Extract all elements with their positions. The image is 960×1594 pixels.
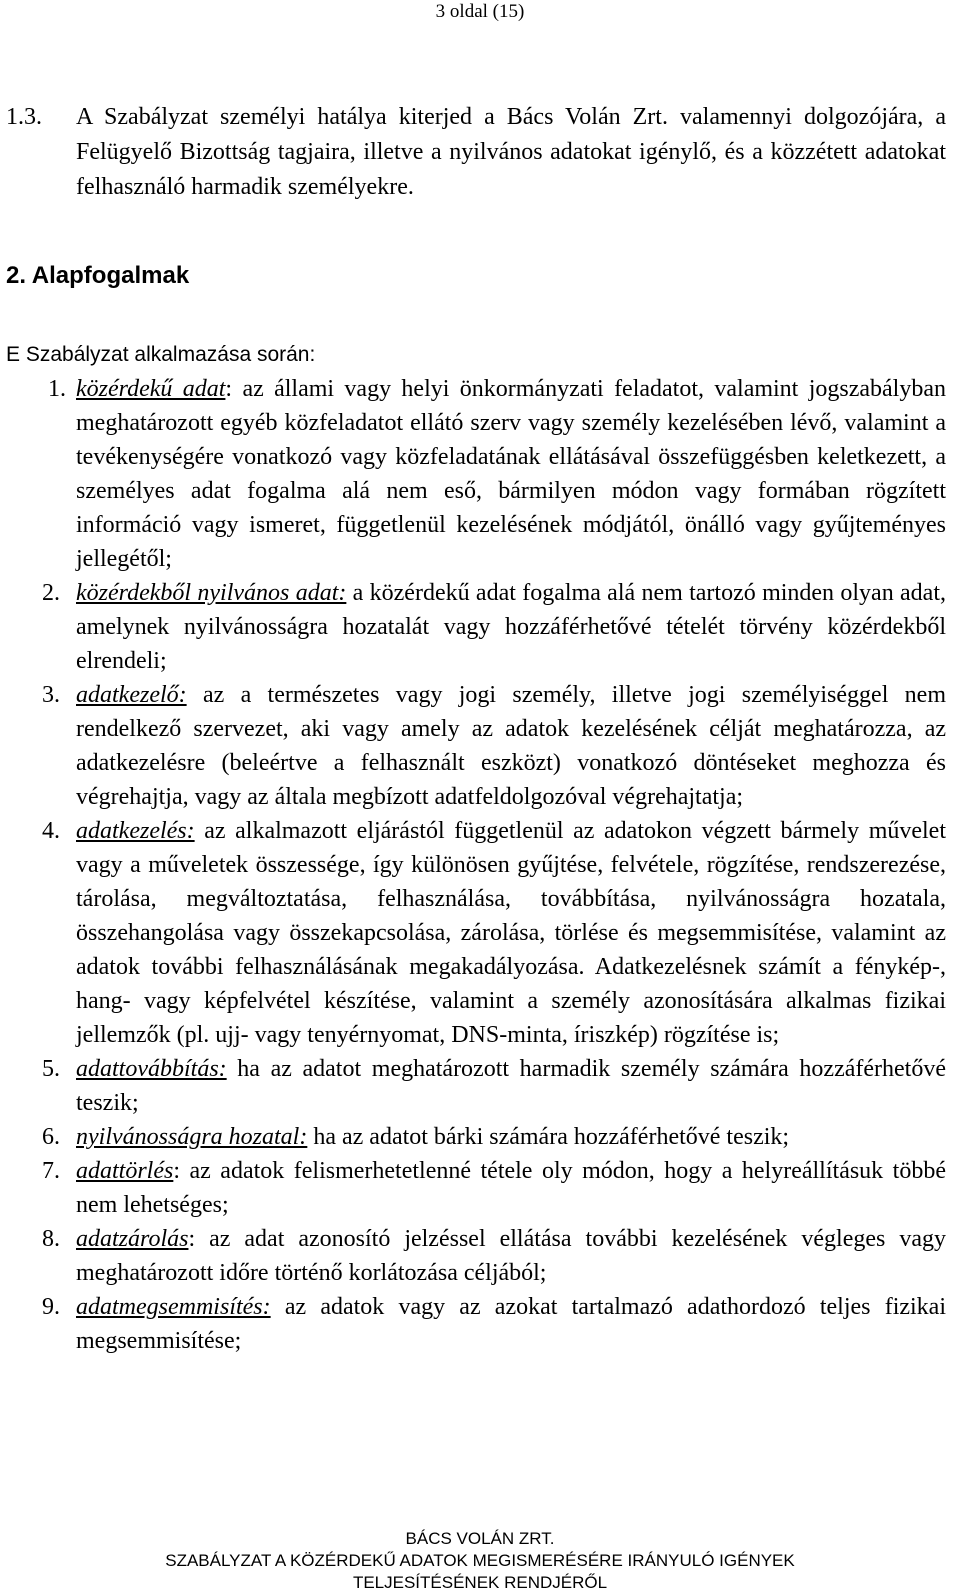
footer-title-line-2: TELJESÍTÉSÉNEK RENDJÉRŐL (352, 1573, 608, 1592)
definition-number: 4. (42, 818, 60, 844)
definition-item (6, 1120, 946, 1154)
definition-term: adattovábbítás: (76, 1056, 227, 1082)
definition-text: : az adatok felismerhetetlenné tétele oly módon, hogy a helyreállításuk többé nem lehetséges; (76, 1158, 946, 1218)
definition-item (6, 372, 946, 576)
definition-text: ha az adatot bárki számára hozzáférhetővé teszik; (307, 1124, 790, 1150)
definition-term: adattörlés (76, 1158, 174, 1184)
definition-text: : az állami vagy helyi önkormányzati feladatot, valamint jogszabályban meghatározott egyéb közfeladatot ellátó szerv vagy személy kezelésében lévő, valamint a tevékenységére vonatkozó vagy közfeladatának ellátásával összefüggésben keletkezett, a személyes adat fogalma alá nem eső, bármilyen módon vagy formában rögzített információ vagy ismeret, függetlenül kezelésének módjától, önálló vagy gyűjteményes jellegétől; (76, 376, 946, 572)
section-intro: E Szabályzat alkalmazása során: (6, 343, 316, 366)
definition-item (6, 1052, 946, 1120)
section-text: A Szabályzat személyi hatálya kiterjed a Bács Volán Zrt. valamennyi dolgozójára, a Felügyelő Bizottság tagjaira, illetve a nyilvános adatokat igénylő, és a közzétett adatokat felhasználó harmadik személyekre. (76, 104, 946, 200)
definition-item (6, 1154, 946, 1222)
section-1-3 (6, 100, 946, 205)
definition-term: nyilvánosságra hozatal: (76, 1124, 308, 1150)
section-heading: 2. Alapfogalmak (6, 262, 190, 289)
definition-number: 5. (42, 1056, 60, 1082)
page-footer (0, 1528, 960, 1594)
definition-text: a közérdekű adat fogalma alá nem tartozó minden olyan adat, amelynek nyilvánosságra hozatalát vagy hozzáférhetővé tételét törvény közérdekből elrendeli; (76, 580, 946, 674)
definition-term: közérdekű adat (76, 376, 226, 402)
definition-number: 1. (48, 376, 66, 402)
definition-term: adatmegsemmisítés: (76, 1294, 271, 1320)
definition-text: az adatok vagy az azokat tartalmazó adathordozó teljes fizikai megsemmisítése; (76, 1294, 946, 1354)
definition-term: adatkezelő: (76, 682, 187, 708)
definition-item (6, 814, 946, 1052)
definition-number: 7. (42, 1158, 60, 1184)
footer-title-line-1: SZABÁLYZAT A KÖZÉRDEKŰ ADATOK MEGISMERÉSÉRE IRÁNYULÓ IGÉNYEK (165, 1551, 795, 1570)
definition-text: az a természetes vagy jogi személy, illetve jogi személyiséggel nem rendelkező szervezet, aki vagy amely az adatok kezelésének célját meghatározza, az adatkezelésre (beleértve a felhasznált eszközt) vonatkozó döntéseket meghozza és végrehajtja, vagy az általa megbízott adatfeldolgozóval végrehajtatja; (76, 682, 946, 810)
definition-term: adatzárolás (76, 1226, 189, 1252)
definition-text: ha az adatot meghatározott harmadik személy számára hozzáférhetővé teszik; (76, 1056, 946, 1116)
definition-term: adatkezelés: (76, 818, 195, 844)
definition-number: 2. (42, 580, 60, 606)
definition-number: 3. (42, 682, 60, 708)
definition-text: : az adat azonosító jelzéssel ellátása további kezelésének végleges vagy meghatározott időre történő korlátozása céljából; (76, 1226, 946, 1286)
definition-item (6, 576, 946, 678)
definition-number: 9. (42, 1294, 60, 1320)
definition-item (6, 1222, 946, 1290)
definition-term: közérdekből nyilvános adat: (76, 580, 347, 606)
definition-item (6, 1290, 946, 1358)
definition-text: az alkalmazott eljárástól függetlenül az adatokon végzett bármely művelet vagy a műveletek összessége, így különösen gyűjtése, felvétele, rögzítése, rendszerezése, tárolása, megváltoztatása, felhasználása, továbbítása, nyilvánosságra hozatala, összehangolása vagy összekapcsolása, zárolása, törlése és megsemmisítése, valamint az adatok további felhasználásának megakadályozása. Adatkezelésnek számít a fénykép-, hang- vagy képfelvétel készítése, valamint a személy azonosítására alkalmas fizikai jellemzők (pl. ujj- vagy tenyérnyomat, DNS-minta, íriszkép) rögzítése is; (76, 818, 946, 1048)
footer-company: BÁCS VOLÁN ZRT. (405, 1529, 555, 1548)
definition-item (6, 678, 946, 814)
definition-number: 6. (42, 1124, 60, 1150)
definition-number: 8. (42, 1226, 60, 1252)
page-number: 3 oldal (15) (435, 1, 525, 22)
definitions-list (6, 372, 946, 1358)
section-number: 1.3. (6, 104, 42, 130)
